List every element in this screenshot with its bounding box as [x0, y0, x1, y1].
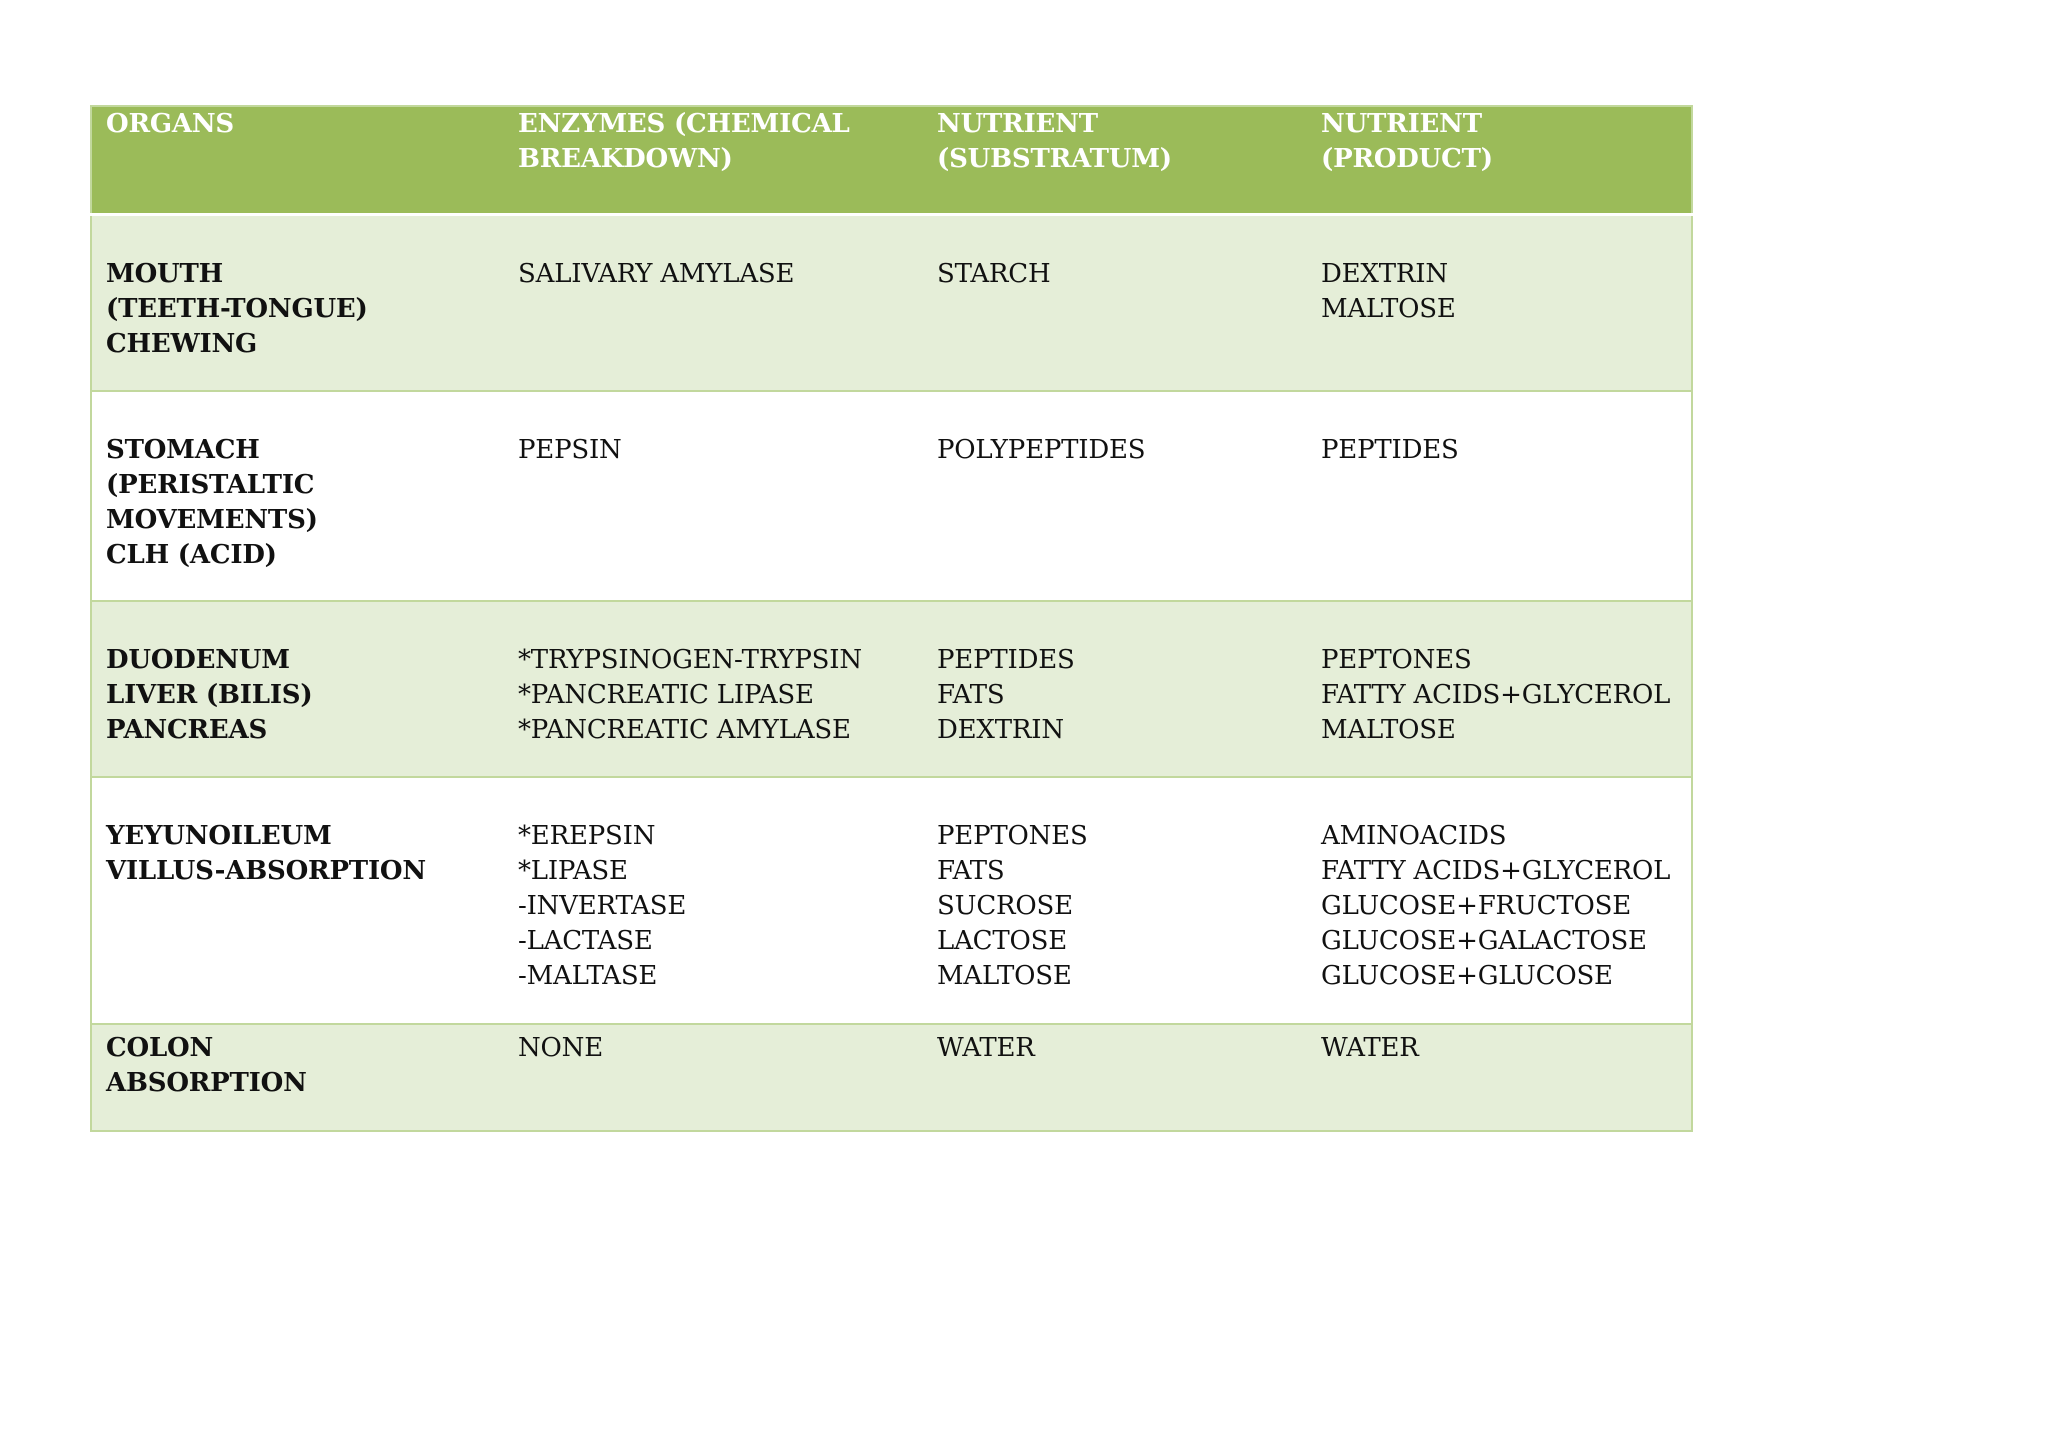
enzymes-cell: PEPSIN — [504, 391, 923, 601]
substratum-cell: POLYPEPTIDES — [923, 391, 1307, 601]
product-cell: AMINOACIDS FATTY ACIDS+GLYCEROL GLUCOSE+FRUCTOSE GLUCOSE+GALACTOSE GLUCOSE+GLUCOSE — [1307, 777, 1692, 1024]
product-cell: PEPTONES FATTY ACIDS+GLYCEROL MALTOSE — [1307, 601, 1692, 777]
organ-cell: DUODENUM LIVER (BILIS) PANCREAS — [91, 601, 504, 777]
organ-cell: COLON ABSORPTION — [91, 1024, 504, 1131]
enzymes-cell: *EREPSIN *LIPASE -INVERTASE -LACTASE -MALTASE — [504, 777, 923, 1024]
header-product: NUTRIENT (PRODUCT) — [1307, 106, 1692, 215]
organ-cell: YEYUNOILEUM VILLUS-ABSORPTION — [91, 777, 504, 1024]
table-row — [91, 601, 1692, 777]
product-cell: WATER — [1307, 1024, 1692, 1131]
enzymes-cell: SALIVARY AMYLASE — [504, 215, 923, 391]
header-organs: ORGANS — [91, 106, 504, 215]
organ-cell: MOUTH (TEETH-TONGUE) CHEWING — [91, 215, 504, 391]
substratum-cell: PEPTIDES FATS DEXTRIN — [923, 601, 1307, 777]
substratum-cell: PEPTONES FATS SUCROSE LACTOSE MALTOSE — [923, 777, 1307, 1024]
header-substratum: NUTRIENT (SUBSTRATUM) — [923, 106, 1307, 215]
enzymes-cell: *TRYPSINOGEN-TRYPSIN *PANCREATIC LIPASE *PANCREATIC AMYLASE — [504, 601, 923, 777]
digestion-table — [90, 105, 1693, 1132]
product-cell: DEXTRIN MALTOSE — [1307, 215, 1692, 391]
product-cell: PEPTIDES — [1307, 391, 1692, 601]
substratum-cell: WATER — [923, 1024, 1307, 1131]
enzymes-cell: NONE — [504, 1024, 923, 1131]
table-row — [91, 215, 1692, 391]
header-enzymes: ENZYMES (CHEMICAL BREAKDOWN) — [504, 106, 923, 215]
table-row — [91, 391, 1692, 601]
table-row — [91, 1024, 1692, 1131]
table-row — [91, 777, 1692, 1024]
substratum-cell: STARCH — [923, 215, 1307, 391]
organ-cell: STOMACH (PERISTALTIC MOVEMENTS) CLH (ACID) — [91, 391, 504, 601]
table-header-row — [91, 106, 1692, 215]
